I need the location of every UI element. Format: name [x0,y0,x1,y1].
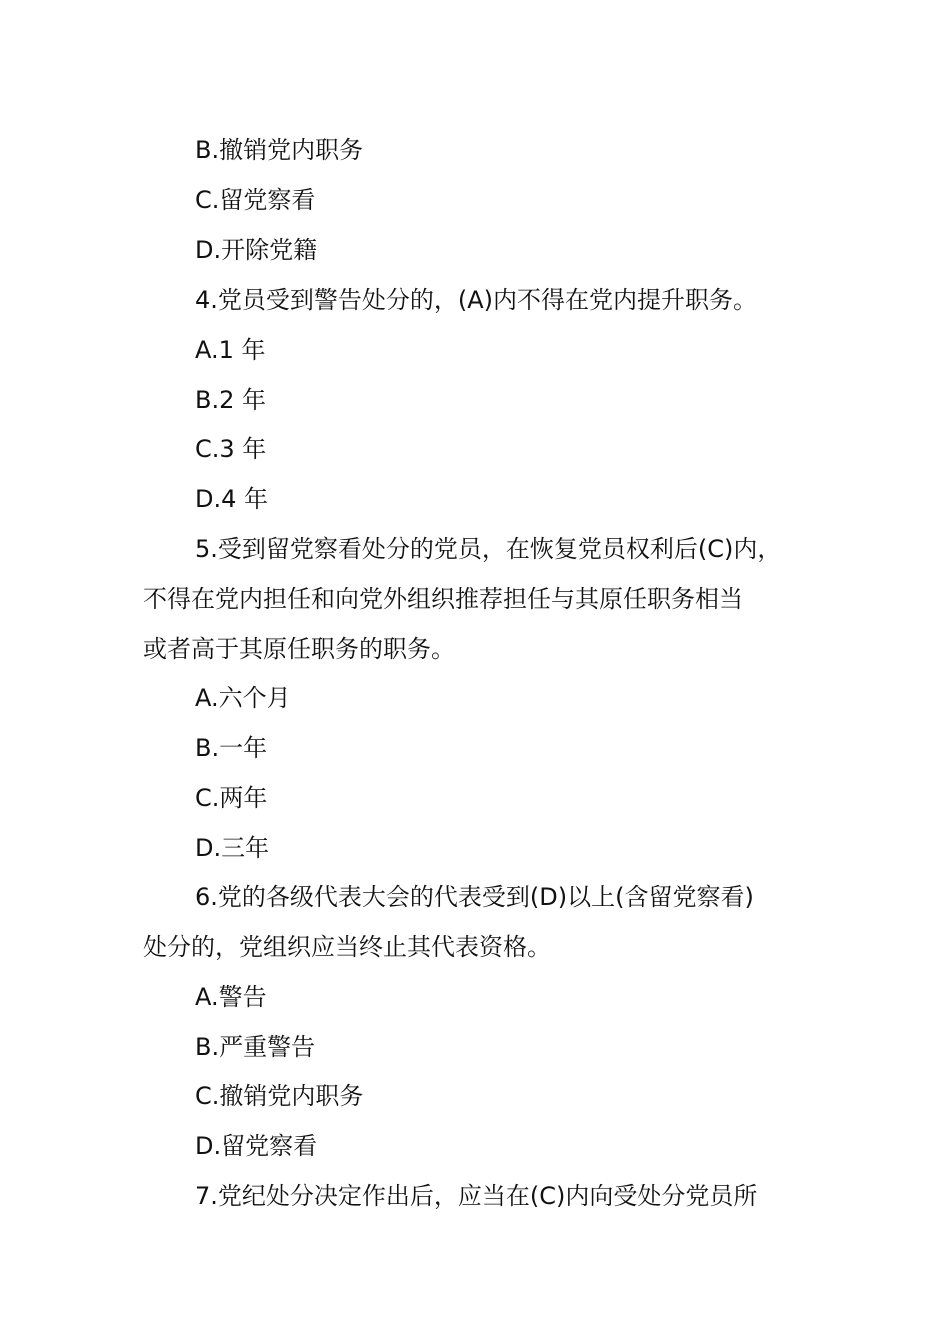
option-a-q4: A.1 年 [195,336,266,364]
option-a-q6: A.警告 [195,983,267,1011]
question-6-continued: 处分的，党组织应当终止其代表资格。 [143,933,551,961]
option-a-q5: A.六个月 [195,684,291,712]
option-b-q3: B.撤销党内职务 [195,136,364,164]
option-d-q5: D.三年 [195,834,270,862]
option-b-q5: B.一年 [195,734,268,762]
question-5: 5.受到留党察看处分的党员，在恢复党员权利后(C)内， [195,535,782,563]
option-d-q3: D.开除党籍 [195,236,318,264]
option-d-q4: D.4 年 [195,485,269,513]
option-c-q6: C.撤销党内职务 [195,1082,364,1110]
question-5-continued: 不得在党内担任和向党外组织推荐担任与其原任职务相当 [143,585,743,613]
option-b-q6: B.严重警告 [195,1033,316,1061]
question-6: 6.党的各级代表大会的代表受到(D)以上(含留党察看) [195,883,754,911]
option-b-q4: B.2 年 [195,386,266,414]
question-5-continued: 或者高于其原任职务的职务。 [143,635,455,663]
question-7: 7.党纪处分决定作出后，应当在(C)内向受处分党员所 [195,1182,758,1210]
option-c-q5: C.两年 [195,784,268,812]
option-d-q6: D.留党察看 [195,1132,318,1160]
question-4: 4.党员受到警告处分的，(A)内不得在党内提升职务。 [195,286,758,314]
option-c-q4: C.3 年 [195,435,267,463]
option-c-q3: C.留党察看 [195,186,316,214]
